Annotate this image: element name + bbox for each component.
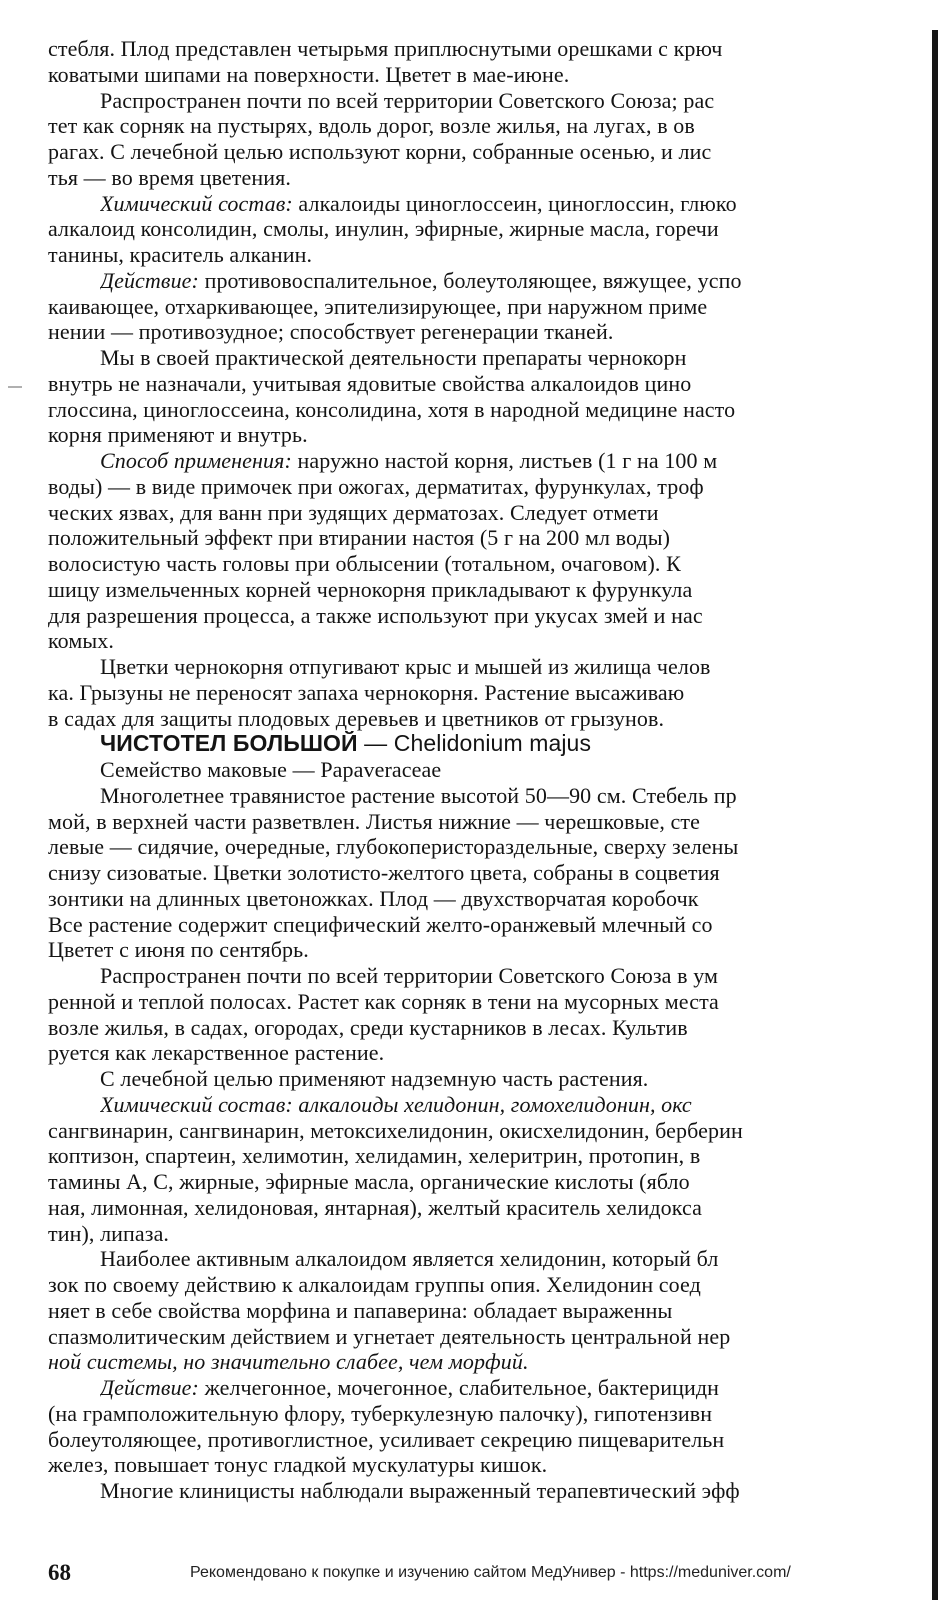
italic-lead: Химический состав: bbox=[100, 190, 293, 216]
line-text: тья — во время цветения. bbox=[48, 164, 291, 190]
line-text: болеутоляющее, противоглистное, усиливает секрецию пищеварительн bbox=[48, 1426, 725, 1452]
text-line bbox=[48, 1272, 918, 1297]
line-text: ная, лимонная, хелидоновая, янтарная), желтый краситель хелидокса bbox=[48, 1194, 703, 1220]
text-line bbox=[48, 139, 918, 164]
text-line bbox=[100, 1066, 918, 1091]
line-text: рагах. С лечебной целью используют корни, собранные осенью, и лис bbox=[48, 139, 712, 164]
text-line bbox=[48, 628, 918, 653]
line-text: противовоспалительное, болеутоляющее, вяжущее, успо bbox=[198, 267, 742, 293]
text-line bbox=[48, 809, 918, 834]
text-line bbox=[48, 165, 918, 190]
text-line bbox=[48, 680, 918, 705]
text-line bbox=[48, 1427, 918, 1452]
line-text: алкалоиды циноглоссеин, циноглоссин, глюко bbox=[292, 190, 737, 216]
text-line bbox=[48, 294, 918, 319]
section-heading bbox=[100, 731, 918, 756]
line-text: корня применяют и внутрь. bbox=[48, 422, 308, 448]
text-line bbox=[48, 216, 918, 241]
line-text: Семейство маковые — Papaveraceae bbox=[100, 757, 442, 782]
text-line bbox=[48, 937, 918, 962]
text-line bbox=[48, 242, 918, 267]
text-line bbox=[48, 319, 918, 344]
text-line bbox=[48, 1195, 918, 1220]
text-line bbox=[48, 500, 918, 525]
text-line bbox=[100, 345, 918, 370]
text-line bbox=[48, 113, 918, 138]
text-line bbox=[100, 268, 918, 293]
text-line bbox=[48, 1169, 918, 1194]
line-text: тин), липаза. bbox=[48, 1220, 170, 1246]
text-line bbox=[100, 783, 918, 808]
line-text: ренной и теплой полосах. Растет как сорняк в тени на мусорных места bbox=[48, 988, 719, 1014]
line-text: алкалоид консолидин, смолы, инулин, эфирные, жирные масла, горечи bbox=[48, 216, 719, 242]
scan-speck bbox=[8, 386, 22, 388]
text-line bbox=[48, 577, 918, 602]
line-text: воды) — в виде примочек при ожогах, дерматитах, фурункулах, троф bbox=[48, 473, 704, 499]
line-text: шицу измельченных корней чернокорня прикладывают к фурункула bbox=[48, 576, 693, 602]
line-text: (на грамположительную флору, туберкулезную палочку), гипотензивн bbox=[48, 1400, 713, 1426]
line-text: левые — сидячие, очередные, глубокоперистораздельные, сверху зелены bbox=[48, 834, 739, 860]
text-line bbox=[48, 834, 918, 859]
line-text: Цветки чернокорня отпугивают крыс и мышей из жилища челов bbox=[100, 654, 711, 679]
text-line bbox=[48, 62, 918, 87]
line-text: для разрешения процесса, а также используют при укусах змей и нас bbox=[48, 602, 703, 628]
line-text: — Chelidonium majus bbox=[357, 731, 592, 757]
page-number: 68 bbox=[48, 1560, 71, 1585]
line-text: наружно настой корня, листьев (1 г на 100 м bbox=[291, 448, 718, 473]
line-text: алкалоиды хелидонин, гомохелидонин, окс bbox=[292, 1091, 692, 1117]
line-text: волосистую часть головы при облысении (тотальном, очаговом). К bbox=[48, 551, 681, 576]
line-text: няет в себе свойства морфина и папаверина: обладает выраженны bbox=[48, 1297, 673, 1323]
text-line bbox=[100, 1092, 918, 1117]
text-line bbox=[100, 654, 918, 679]
line-text: снизу сизоватые. Цветки золотисто-желтого цвета, собраны в соцветия bbox=[48, 860, 720, 885]
text-line bbox=[48, 1143, 918, 1168]
line-text: желчегонное, мочегонное, слабительное, бактерицидн bbox=[198, 1375, 720, 1400]
line-text: ной системы, но значительно слабее, чем морфий. bbox=[48, 1349, 529, 1375]
text-line bbox=[100, 448, 918, 473]
line-text: Цветет с июня по сентябрь. bbox=[48, 937, 309, 963]
line-text: зонтики на длинных цветоножках. Плод — двухстворчатая коробочк bbox=[48, 885, 699, 911]
text-line bbox=[48, 706, 918, 731]
text-line bbox=[48, 1401, 918, 1426]
text-line bbox=[100, 757, 918, 782]
line-text: тамины А, С, жирные, эфирные масла, органические кислоты (ябло bbox=[48, 1169, 690, 1194]
line-text: коптизон, спартеин, хелимотин, хелидамин, хелеритрин, протопин, в bbox=[48, 1143, 701, 1169]
text-line bbox=[48, 1015, 918, 1040]
line-text: мой, в верхней части разветвлен. Листья нижние — черешковые, сте bbox=[48, 808, 700, 834]
text-line bbox=[100, 1375, 918, 1400]
text-line bbox=[48, 36, 918, 61]
italic-lead: Способ применения: bbox=[100, 448, 292, 473]
text-line bbox=[100, 1478, 918, 1503]
line-text: Наиболее активным алкалоидом является хелидонин, который бл bbox=[100, 1246, 719, 1272]
line-text: нении — противозудное; способствует регенерации тканей. bbox=[48, 319, 614, 345]
line-text: сангвинарин, сангвинарин, метоксихелидонин, окисхелидонин, берберин bbox=[48, 1117, 743, 1143]
line-text: коватыми шипами на поверхности. Цветет в мае-июне. bbox=[48, 61, 570, 87]
line-text: внутрь не назначали, учитывая ядовитые свойства алкалоидов цино bbox=[48, 370, 692, 396]
line-text: Многие клиницисты наблюдали выраженный терапевтический эфф bbox=[100, 1478, 740, 1503]
text-line bbox=[100, 191, 918, 216]
line-text: ка. Грызуны не переносят запаха чернокорня. Растение высаживаю bbox=[48, 679, 685, 705]
italic-lead: Действие: bbox=[100, 267, 199, 293]
line-text: глоссина, циноглоссеина, консолидина, хотя в народной медицине насто bbox=[48, 396, 736, 422]
line-text: Мы в своей практической деятельности препараты чернокорн bbox=[100, 345, 687, 370]
text-line bbox=[100, 1246, 918, 1271]
line-text: руется как лекарственное растение. bbox=[48, 1040, 385, 1066]
line-text: ческих язвах, для ванн при зудящих дерматозах. Следует отмети bbox=[48, 499, 659, 525]
scan-edge-shadow bbox=[932, 30, 938, 1600]
line-text: стебля. Плод представлен четырьмя приплюснутыми орешками с крюч bbox=[48, 36, 723, 61]
text-line bbox=[48, 1349, 918, 1374]
line-text: спазмолитическим действием и угнетает деятельность центральной нер bbox=[48, 1323, 731, 1349]
text-line bbox=[48, 1040, 918, 1065]
line-text: танины, краситель алканин. bbox=[48, 242, 313, 267]
text-line bbox=[48, 886, 918, 911]
text-line bbox=[100, 963, 918, 988]
text-line bbox=[48, 474, 918, 499]
text-line bbox=[48, 1221, 918, 1246]
italic-lead: Химический состав: bbox=[100, 1091, 293, 1117]
text-line bbox=[48, 525, 918, 550]
heading-title: ЧИСТОТЕЛ БОЛЬШОЙ bbox=[100, 731, 358, 757]
line-text: зок по своему действию к алкалоидам группы опия. Хелидонин соед bbox=[48, 1272, 701, 1297]
line-text: Распространен почти по всей территории Советского Союза; рас bbox=[100, 87, 715, 113]
text-line bbox=[100, 88, 918, 113]
text-line bbox=[48, 860, 918, 885]
line-text: С лечебной целью применяют надземную часть растения. bbox=[100, 1066, 649, 1091]
line-text: Все растение содержит специфический желто-оранжевый млечный со bbox=[48, 911, 713, 937]
line-text: желез, повышает тонус гладкой мускулатуры кишок. bbox=[48, 1452, 548, 1478]
text-line bbox=[48, 397, 918, 422]
text-line bbox=[48, 603, 918, 628]
line-text: возле жилья, в садах, огородах, среди кустарников в лесах. Культив bbox=[48, 1014, 688, 1040]
line-text: каивающее, отхаркивающее, эпителизирующее, при наружном приме bbox=[48, 293, 708, 319]
line-text: комых. bbox=[48, 628, 114, 654]
line-text: положительный эффект при втирании настоя (5 г на 200 мл воды) bbox=[48, 525, 671, 551]
text-line bbox=[48, 422, 918, 447]
line-text: тет как сорняк на пустырях, вдоль дорог, возле жилья, на лугах, в ов bbox=[48, 113, 695, 139]
text-line bbox=[48, 1298, 918, 1323]
line-text: в садах для защиты плодовых деревьев и цветников от грызунов. bbox=[48, 705, 665, 731]
text-line bbox=[48, 551, 918, 576]
text-line bbox=[48, 912, 918, 937]
text-line bbox=[48, 1324, 918, 1349]
footer-watermark: Рекомендовано к покупке и изучению сайтом МедУнивер - https://meduniver.com/ bbox=[190, 1564, 791, 1581]
text-line bbox=[48, 1452, 918, 1477]
text-line bbox=[48, 989, 918, 1014]
line-text: Распространен почти по всей территории Советского Союза в ум bbox=[100, 963, 719, 988]
line-text: Многолетнее травянистое растение высотой 50—90 см. Стебель пр bbox=[100, 782, 737, 808]
text-line bbox=[48, 1118, 918, 1143]
text-line bbox=[48, 371, 918, 396]
italic-lead: Действие: bbox=[100, 1375, 199, 1400]
